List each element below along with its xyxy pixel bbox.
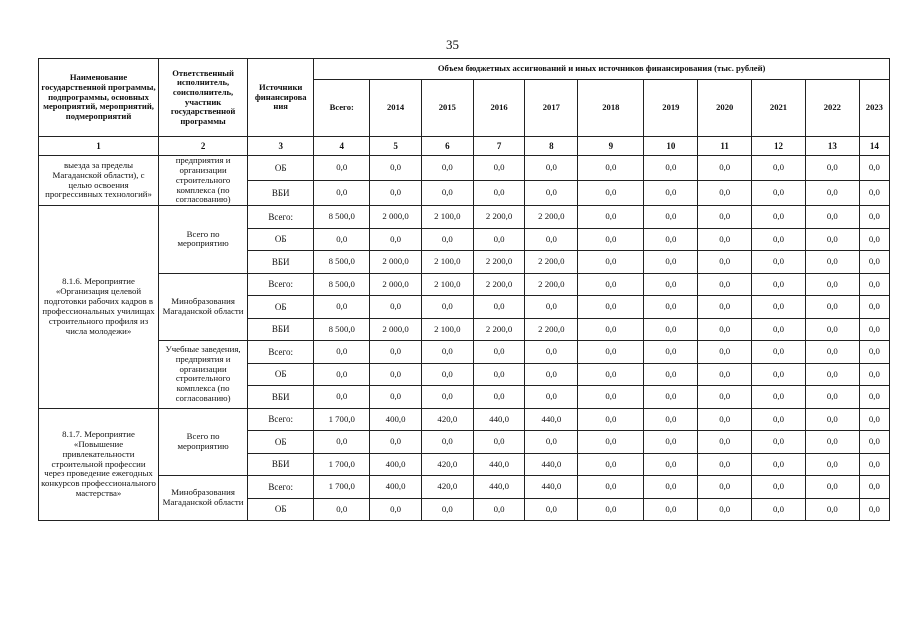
year-value-cell: 0,0 [578,453,644,476]
year-value-cell: 0,0 [525,363,578,386]
header-year: 2015 [421,80,473,137]
year-value-cell: 0,0 [421,296,473,319]
year-value-cell: 0,0 [752,453,806,476]
year-value-cell: 0,0 [698,453,752,476]
year-value-cell: 0,0 [644,273,698,296]
year-value-cell: 440,0 [525,408,578,431]
year-value-cell: 0,0 [698,341,752,364]
column-number: 6 [421,137,473,156]
year-value-cell: 0,0 [644,431,698,454]
source-cell: ВБИ [248,181,314,206]
year-value-cell: 0,0 [805,228,859,251]
year-value-cell: 0,0 [752,251,806,274]
year-value-cell: 0,0 [859,453,889,476]
year-value-cell: 0,0 [578,341,644,364]
source-cell: Всего: [248,476,314,499]
year-value-cell: 0,0 [698,296,752,319]
year-value-cell: 0,0 [752,408,806,431]
year-value-cell: 0,0 [752,476,806,499]
year-value-cell: 0,0 [805,296,859,319]
total-value-cell: 0,0 [314,341,370,364]
year-value-cell: 0,0 [859,386,889,409]
year-value-cell: 0,0 [421,363,473,386]
header-budget: Объем бюджетных ассигнований и иных источников финансирования (тыс. рублей) [314,59,890,80]
total-value-cell: 8 500,0 [314,251,370,274]
year-value-cell: 0,0 [859,273,889,296]
year-value-cell: 2 200,0 [473,206,525,229]
source-cell: ВБИ [248,251,314,274]
year-value-cell: 0,0 [644,386,698,409]
total-value-cell: 1 700,0 [314,408,370,431]
year-value-cell: 0,0 [370,498,422,521]
year-value-cell: 2 200,0 [525,273,578,296]
year-value-cell: 0,0 [370,386,422,409]
column-number: 1 [39,137,159,156]
responsible-cell: Всего по мероприятию [159,206,248,274]
year-value-cell: 2 200,0 [525,251,578,274]
year-value-cell: 0,0 [752,341,806,364]
year-value-cell: 0,0 [525,341,578,364]
year-value-cell: 400,0 [370,453,422,476]
year-value-cell: 0,0 [421,156,473,181]
total-value-cell: 8 500,0 [314,318,370,341]
year-value-cell: 0,0 [805,476,859,499]
year-value-cell: 0,0 [370,228,422,251]
year-value-cell: 0,0 [859,341,889,364]
year-value-cell: 0,0 [421,228,473,251]
column-number: 9 [578,137,644,156]
year-value-cell: 0,0 [370,181,422,206]
column-number: 10 [644,137,698,156]
year-value-cell: 0,0 [805,156,859,181]
year-value-cell: 0,0 [578,181,644,206]
year-value-cell: 0,0 [644,476,698,499]
total-value-cell: 0,0 [314,363,370,386]
responsible-cell: Учебные заведения, предприятия и организации строительного комплекса (по согласованию) [159,341,248,409]
year-value-cell: 0,0 [752,206,806,229]
year-value-cell: 2 100,0 [421,273,473,296]
year-value-cell: 0,0 [698,318,752,341]
year-value-cell: 0,0 [644,363,698,386]
column-number: 8 [525,137,578,156]
header-year: 2022 [805,80,859,137]
header-year: 2023 [859,80,889,137]
year-value-cell: 2 000,0 [370,251,422,274]
responsible-cell: Минобразования Магаданской области [159,476,248,521]
responsible-cell: предприятия и организации строительного комплекса (по согласованию) [159,156,248,206]
total-value-cell: 0,0 [314,181,370,206]
year-value-cell: 0,0 [473,431,525,454]
source-cell: ОБ [248,296,314,319]
activity-name-cell: 8.1.7. Мероприятие «Повышение привлекательности строительной профессии через проведение ежегодных конкурсов профессионального мастерства» [39,408,159,521]
year-value-cell: 0,0 [752,273,806,296]
year-value-cell: 0,0 [805,341,859,364]
year-value-cell: 2 200,0 [473,273,525,296]
total-value-cell: 0,0 [314,431,370,454]
header-name: Наименование государственной программы, подпрограммы, основных мероприятий, мероприятий, подмероприятий [39,59,159,137]
column-number: 11 [698,137,752,156]
header-year: 2018 [578,80,644,137]
year-value-cell: 420,0 [421,453,473,476]
year-value-cell: 0,0 [578,251,644,274]
year-value-cell: 0,0 [752,228,806,251]
year-value-cell: 440,0 [525,453,578,476]
year-value-cell: 0,0 [752,318,806,341]
header-year: 2014 [370,80,422,137]
year-value-cell: 0,0 [473,386,525,409]
source-cell: ОБ [248,431,314,454]
total-value-cell: 0,0 [314,156,370,181]
year-value-cell: 0,0 [805,408,859,431]
year-value-cell: 0,0 [752,386,806,409]
year-value-cell: 0,0 [421,498,473,521]
year-value-cell: 2 100,0 [421,206,473,229]
year-value-cell: 2 200,0 [525,206,578,229]
year-value-cell: 0,0 [421,181,473,206]
year-value-cell: 0,0 [805,251,859,274]
year-value-cell: 0,0 [578,206,644,229]
year-value-cell: 0,0 [644,181,698,206]
year-value-cell: 0,0 [578,363,644,386]
source-cell: Всего: [248,273,314,296]
year-value-cell: 0,0 [421,386,473,409]
year-value-cell: 0,0 [859,363,889,386]
year-value-cell: 0,0 [752,181,806,206]
year-value-cell: 0,0 [370,431,422,454]
header-year: 2016 [473,80,525,137]
year-value-cell: 0,0 [525,181,578,206]
year-value-cell: 420,0 [421,408,473,431]
year-value-cell: 0,0 [859,251,889,274]
year-value-cell: 0,0 [752,363,806,386]
total-value-cell: 1 700,0 [314,476,370,499]
year-value-cell: 0,0 [805,431,859,454]
year-value-cell: 0,0 [644,228,698,251]
year-value-cell: 0,0 [370,156,422,181]
year-value-cell: 0,0 [578,273,644,296]
column-number: 13 [805,137,859,156]
source-cell: ВБИ [248,386,314,409]
column-number: 7 [473,137,525,156]
year-value-cell: 0,0 [859,296,889,319]
year-value-cell: 0,0 [578,228,644,251]
year-value-cell: 0,0 [698,273,752,296]
year-value-cell: 2 200,0 [473,251,525,274]
year-value-cell: 0,0 [698,386,752,409]
year-value-cell: 0,0 [859,476,889,499]
year-value-cell: 0,0 [421,341,473,364]
year-value-cell: 0,0 [644,206,698,229]
year-value-cell: 400,0 [370,476,422,499]
activity-name-cell: 8.1.6. Мероприятие «Организация целевой подготовки рабочих кадров в профессиональных училищах строительного профиля из числа молодежи» [39,206,159,409]
source-cell: ОБ [248,156,314,181]
year-value-cell: 0,0 [752,156,806,181]
year-value-cell: 440,0 [473,453,525,476]
year-value-cell: 0,0 [859,156,889,181]
year-value-cell: 0,0 [473,296,525,319]
responsible-cell: Минобразования Магаданской области [159,273,248,341]
year-value-cell: 0,0 [859,206,889,229]
total-value-cell: 0,0 [314,228,370,251]
year-value-cell: 0,0 [644,408,698,431]
year-value-cell: 0,0 [859,431,889,454]
column-number: 5 [370,137,422,156]
year-value-cell: 0,0 [698,363,752,386]
year-value-cell: 0,0 [370,296,422,319]
year-value-cell: 0,0 [859,498,889,521]
year-value-cell: 0,0 [644,251,698,274]
year-value-cell: 0,0 [859,181,889,206]
year-value-cell: 0,0 [698,431,752,454]
source-cell: ОБ [248,363,314,386]
source-cell: ВБИ [248,318,314,341]
year-value-cell: 0,0 [578,318,644,341]
year-value-cell: 0,0 [859,408,889,431]
year-value-cell: 2 100,0 [421,251,473,274]
year-value-cell: 0,0 [805,273,859,296]
year-value-cell: 2 100,0 [421,318,473,341]
year-value-cell: 0,0 [805,498,859,521]
header-year: 2021 [752,80,806,137]
table-row [39,206,890,229]
year-value-cell: 0,0 [698,408,752,431]
table-row [39,476,890,499]
year-value-cell: 0,0 [805,386,859,409]
year-value-cell: 0,0 [698,476,752,499]
year-value-cell: 0,0 [805,453,859,476]
header-year: 2017 [525,80,578,137]
year-value-cell: 2 200,0 [473,318,525,341]
year-value-cell: 0,0 [698,206,752,229]
year-value-cell: 0,0 [752,296,806,319]
source-cell: ОБ [248,228,314,251]
table-row [39,273,890,296]
year-value-cell: 0,0 [698,228,752,251]
year-value-cell: 0,0 [370,341,422,364]
column-number: 14 [859,137,889,156]
source-cell: Всего: [248,206,314,229]
activity-name-cell: выезда за пределы Магаданской области), с целью освоения прогрессивных технологий» [39,156,159,206]
column-number: 2 [159,137,248,156]
year-value-cell: 0,0 [473,341,525,364]
year-value-cell: 440,0 [525,476,578,499]
year-value-cell: 2 000,0 [370,273,422,296]
source-cell: Всего: [248,341,314,364]
year-value-cell: 0,0 [578,476,644,499]
year-value-cell: 0,0 [805,363,859,386]
year-value-cell: 0,0 [473,363,525,386]
header-responsible: Ответственный исполнитель, соисполнитель, участник государственной программы [159,59,248,137]
page-number: 35 [446,37,459,52]
total-value-cell: 0,0 [314,296,370,319]
year-value-cell: 0,0 [859,228,889,251]
total-value-cell: 8 500,0 [314,206,370,229]
year-value-cell: 0,0 [805,318,859,341]
column-number: 12 [752,137,806,156]
column-number: 4 [314,137,370,156]
year-value-cell: 400,0 [370,408,422,431]
year-value-cell: 0,0 [525,431,578,454]
table-body [39,156,890,521]
year-value-cell: 0,0 [525,296,578,319]
year-value-cell: 0,0 [698,156,752,181]
total-value-cell: 0,0 [314,498,370,521]
table-row [39,156,890,181]
column-number: 3 [248,137,314,156]
year-value-cell: 0,0 [578,431,644,454]
year-value-cell: 0,0 [578,408,644,431]
year-value-cell: 0,0 [578,498,644,521]
year-value-cell: 0,0 [698,251,752,274]
year-value-cell: 0,0 [752,498,806,521]
total-value-cell: 0,0 [314,386,370,409]
year-value-cell: 0,0 [644,341,698,364]
year-value-cell: 0,0 [578,386,644,409]
year-value-cell: 0,0 [805,181,859,206]
total-value-cell: 8 500,0 [314,273,370,296]
year-value-cell: 0,0 [644,498,698,521]
year-value-cell: 440,0 [473,476,525,499]
year-value-cell: 0,0 [473,498,525,521]
year-value-cell: 0,0 [525,228,578,251]
year-value-cell: 0,0 [644,453,698,476]
year-value-cell: 0,0 [644,318,698,341]
source-cell: Всего: [248,408,314,431]
year-value-cell: 2 200,0 [525,318,578,341]
year-value-cell: 0,0 [370,363,422,386]
year-value-cell: 420,0 [421,476,473,499]
year-value-cell: 0,0 [578,156,644,181]
source-cell: ОБ [248,498,314,521]
source-cell: ВБИ [248,453,314,476]
year-value-cell: 0,0 [805,206,859,229]
header-source: Источники финансирова ния [248,59,314,137]
header-row-top [39,59,890,80]
year-value-cell: 440,0 [473,408,525,431]
header-row-numbers [39,137,890,156]
year-value-cell: 0,0 [578,296,644,319]
year-value-cell: 0,0 [859,318,889,341]
year-value-cell: 0,0 [525,498,578,521]
responsible-cell: Всего по мероприятию [159,408,248,476]
year-value-cell: 0,0 [752,431,806,454]
year-value-cell: 0,0 [698,181,752,206]
year-value-cell: 0,0 [473,228,525,251]
year-value-cell: 2 000,0 [370,318,422,341]
table-row [39,408,890,431]
header-total: Всего: [314,80,370,137]
header-year: 2020 [698,80,752,137]
year-value-cell: 0,0 [698,498,752,521]
budget-table [38,58,890,521]
year-value-cell: 0,0 [421,431,473,454]
year-value-cell: 0,0 [525,386,578,409]
header-year: 2019 [644,80,698,137]
year-value-cell: 0,0 [644,296,698,319]
year-value-cell: 2 000,0 [370,206,422,229]
year-value-cell: 0,0 [644,156,698,181]
table-row [39,341,890,364]
year-value-cell: 0,0 [525,156,578,181]
total-value-cell: 1 700,0 [314,453,370,476]
year-value-cell: 0,0 [473,156,525,181]
year-value-cell: 0,0 [473,181,525,206]
